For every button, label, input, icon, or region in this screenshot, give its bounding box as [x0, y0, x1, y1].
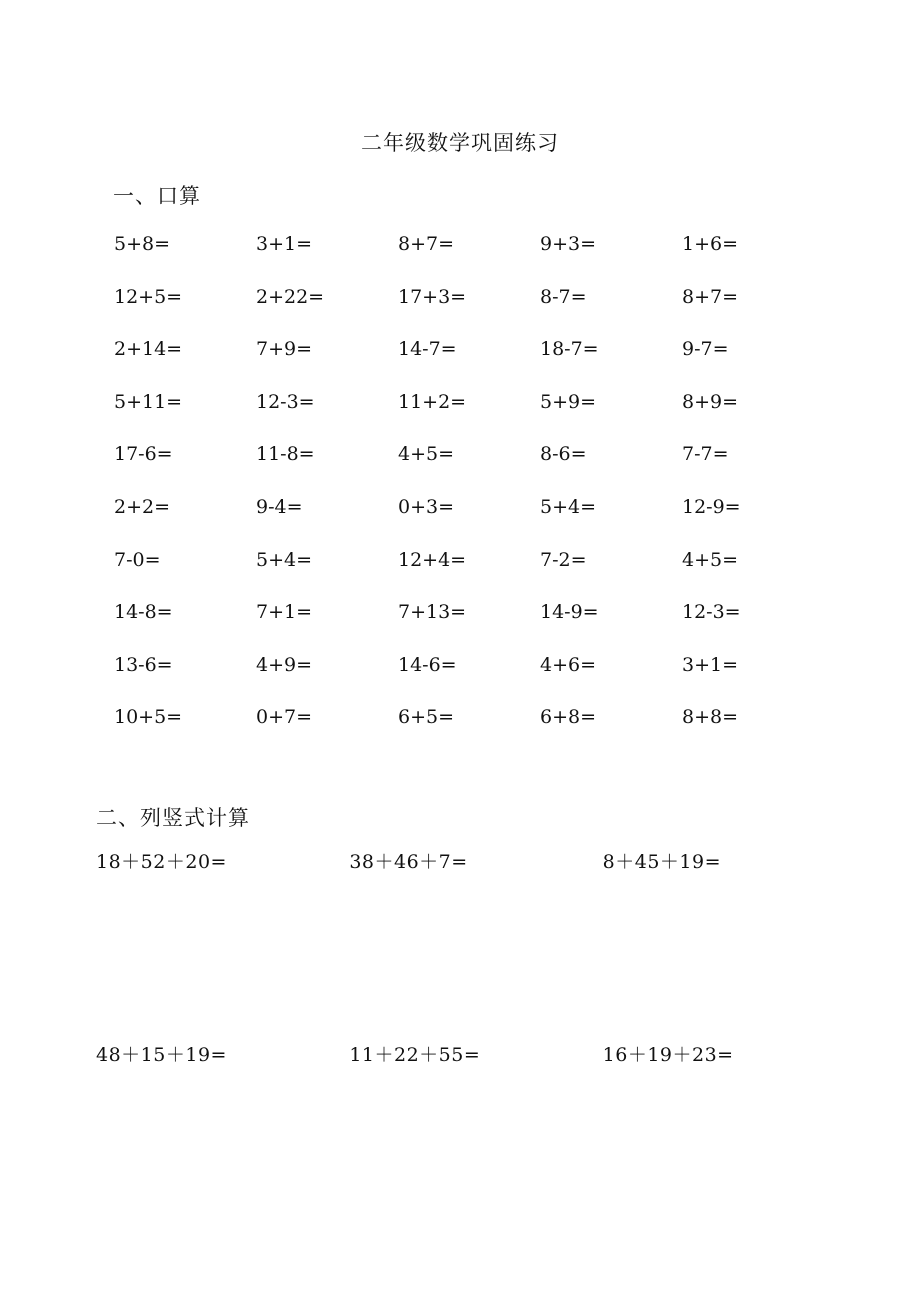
oral-problem: 17-6=: [114, 443, 173, 466]
oral-problem: 5+4=: [540, 495, 597, 518]
oral-problem: 8+9=: [682, 390, 739, 413]
oral-problem: 18-7=: [540, 338, 599, 361]
oral-problem: 7-7=: [682, 443, 729, 466]
problem-row: [114, 652, 834, 705]
oral-problem: 12+5=: [114, 285, 183, 308]
oral-problem: 3+1=: [256, 233, 313, 255]
oral-problem: 12-3=: [682, 601, 741, 624]
oral-problem: 0+7=: [256, 706, 313, 729]
problem-row: [114, 704, 834, 757]
problem-row: [114, 231, 834, 284]
problem-row: [114, 547, 834, 600]
vertical-problem: 18＋52＋20=: [96, 851, 227, 873]
oral-problem: 11+2=: [398, 390, 467, 413]
section-vertical-heading: 二、列竖式计算: [96, 806, 250, 830]
oral-problem: 14-8=: [114, 601, 173, 624]
oral-problem: 9-4=: [256, 495, 303, 518]
oral-problem: 11-8=: [256, 443, 315, 466]
vertical-problem: 38＋46＋7=: [349, 851, 468, 873]
oral-problem: 13-6=: [114, 653, 173, 676]
oral-problem: 9-7=: [682, 338, 729, 361]
oral-problem: 0+3=: [398, 495, 455, 518]
oral-problem: 4+9=: [256, 653, 313, 676]
oral-calculation-grid: [114, 231, 834, 757]
oral-problem: 2+2=: [114, 495, 171, 518]
oral-problem: 7+1=: [256, 601, 313, 624]
oral-problem: 8-7=: [540, 285, 587, 308]
oral-problem: 10+5=: [114, 706, 183, 729]
section-oral-heading: 一、口算: [113, 184, 201, 208]
oral-problem: 14-7=: [398, 338, 457, 361]
problem-row: [114, 494, 834, 547]
oral-problem: 8+8=: [682, 706, 739, 729]
oral-problem: 2+14=: [114, 338, 183, 361]
oral-problem: 12-3=: [256, 390, 315, 413]
oral-problem: 1+6=: [682, 233, 739, 255]
problem-row: [114, 441, 834, 494]
oral-problem: 7+9=: [256, 338, 313, 361]
oral-problem: 4+6=: [540, 653, 597, 676]
oral-problem: 14-6=: [398, 653, 457, 676]
vertical-problem: 8＋45＋19=: [602, 851, 722, 873]
oral-problem: 8-6=: [540, 443, 587, 466]
oral-problem: 7-0=: [114, 548, 161, 571]
oral-problem: 6+5=: [398, 706, 455, 729]
oral-problem: 8+7=: [682, 285, 739, 308]
oral-problem: 12-9=: [682, 495, 741, 518]
oral-problem: 5+11=: [114, 390, 183, 413]
problem-row: [114, 284, 834, 337]
oral-problem: 4+5=: [398, 443, 455, 466]
oral-problem: 5+8=: [114, 233, 171, 255]
oral-problem: 5+9=: [540, 390, 597, 413]
oral-problem: 2+22=: [256, 285, 325, 308]
oral-problem: 7-2=: [540, 548, 587, 571]
page-title: 二年级数学巩固练习: [361, 131, 559, 155]
oral-problem: 4+5=: [682, 548, 739, 571]
oral-problem: 9+3=: [540, 233, 597, 255]
vertical-problem: 16＋19＋23=: [602, 1044, 734, 1066]
oral-problem: 8+7=: [398, 233, 455, 255]
oral-problem: 5+4=: [256, 548, 313, 571]
oral-problem: 3+1=: [682, 653, 739, 676]
problem-row: [114, 389, 834, 442]
vertical-problem: 11＋22＋55=: [349, 1044, 481, 1066]
oral-problem: 6+8=: [540, 706, 597, 729]
problem-row: [96, 1042, 856, 1235]
vertical-calculation-grid: [96, 849, 856, 1235]
vertical-problem: 48＋15＋19=: [96, 1044, 227, 1066]
oral-problem: 12+4=: [398, 548, 467, 571]
oral-problem: 14-9=: [540, 601, 599, 624]
oral-problem: 7+13=: [398, 601, 467, 624]
problem-row: [96, 849, 856, 1042]
problem-row: [114, 336, 834, 389]
problem-row: [114, 599, 834, 652]
oral-problem: 17+3=: [398, 285, 467, 308]
